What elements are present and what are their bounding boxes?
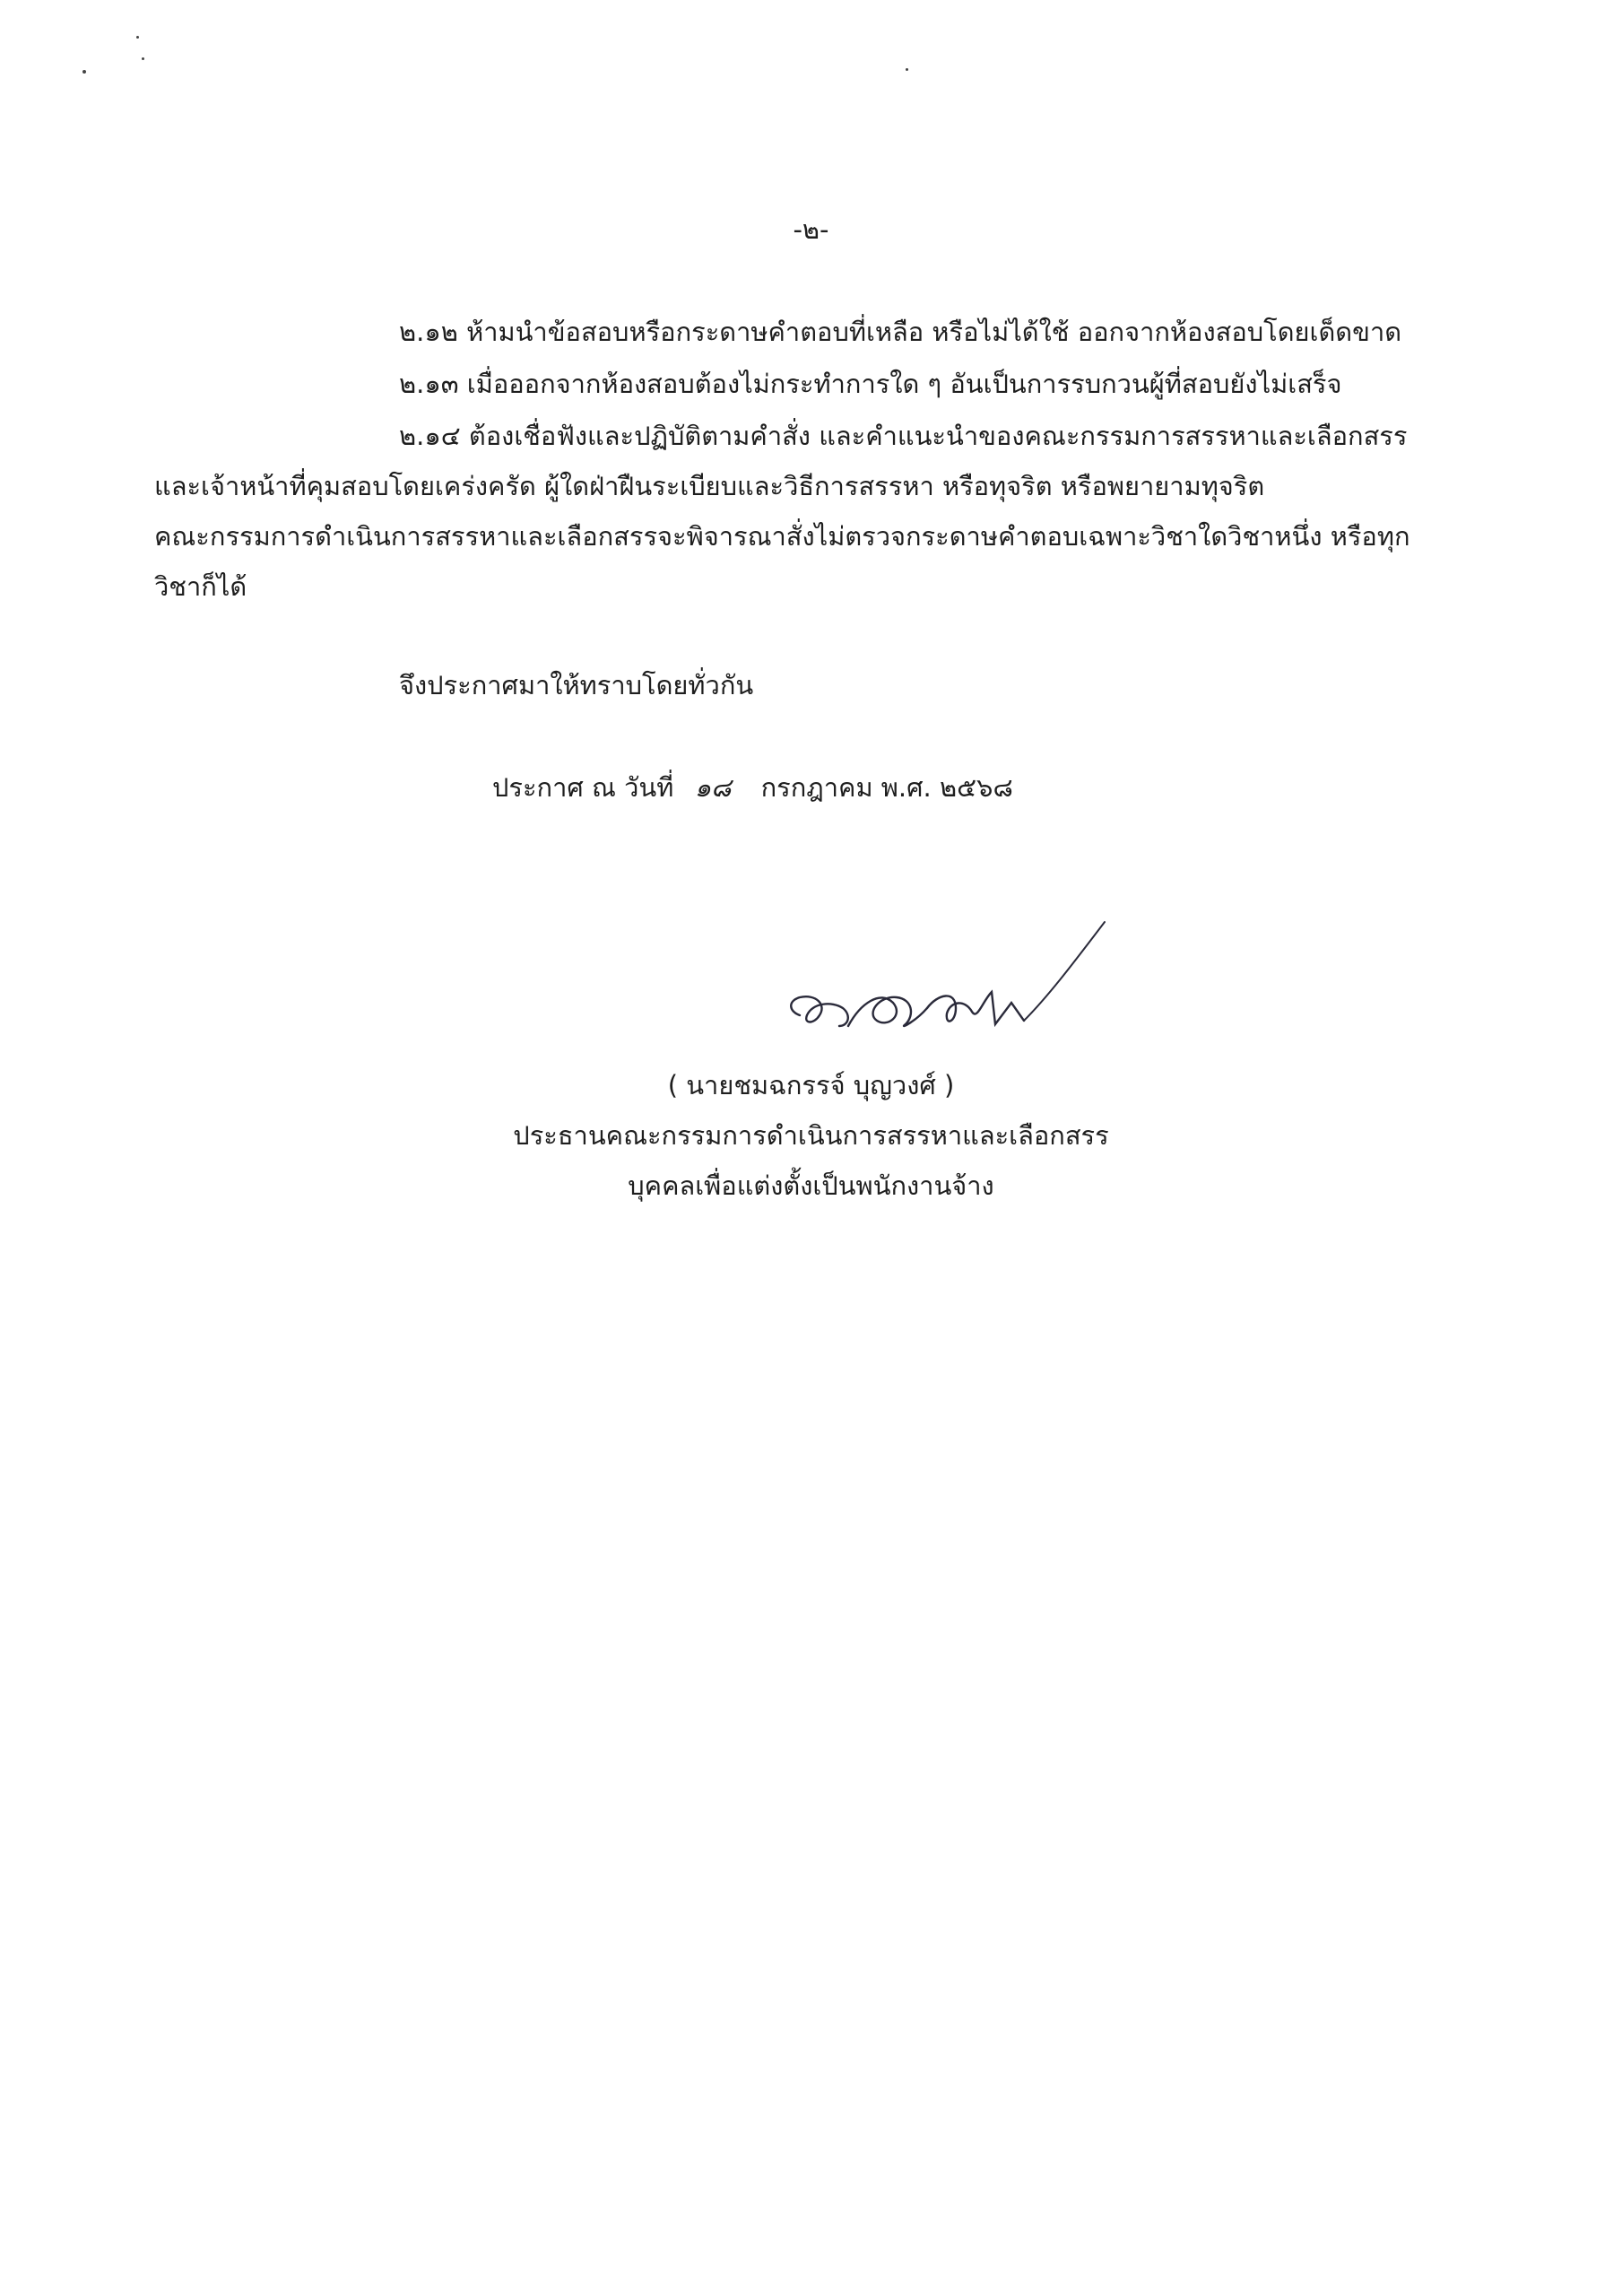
scan-speck	[82, 70, 86, 74]
signatory-title-continued: บุคคลเพื่อแต่งตั้งเป็นพนักงานจ้าง	[628, 1170, 994, 1201]
date-day: ๑๘	[694, 772, 732, 803]
rule-number: ๒.๑๔	[399, 421, 461, 451]
rule-2-12	[399, 314, 1401, 350]
closing-statement: จึงประกาศมาให้ทราบโดยทั่วกัน	[399, 670, 754, 700]
rule-number: ๒.๑๒	[399, 317, 458, 347]
rule-text: ห้ามนำข้อสอบหรือกระดาษคำตอบที่เหลือ หรือไม่ได้ใช้ ออกจากห้องสอบโดยเด็ดขาด	[466, 317, 1402, 347]
rule-number: ๒.๑๓	[399, 369, 459, 399]
rule-text: ต้องเชื่อฟังและปฏิบัติตามคำสั่ง และคำแนะนำของคณะกรรมการสรรหาและเลือกสรร	[468, 421, 1408, 451]
rule-2-14-continuation: วิชาก็ได้	[154, 571, 247, 602]
signatory-name: ( นายชมฉกรรจ์ บุญวงศ์ )	[667, 1070, 955, 1100]
scan-speck	[136, 36, 139, 39]
rule-2-14	[399, 418, 1407, 454]
page-number: -๒-	[793, 214, 829, 245]
rule-2-13	[399, 366, 1341, 402]
date-prefix: ประกาศ ณ วันที่	[492, 772, 674, 803]
rule-2-14-continuation: และเจ้าหน้าที่คุมสอบโดยเคร่งครัด ผู้ใดฝ่าฝืนระเบียบและวิธีการสรรหา หรือทุจริต หรือพยายามทุจริต	[154, 471, 1265, 501]
rule-2-14-continuation: คณะกรรมการดำเนินการสรรหาและเลือกสรรจะพิจารณาสั่งไม่ตรวจกระดาษคำตอบเฉพาะวิชาใดวิชาหนึ่ง หรือทุก	[154, 521, 1410, 552]
rule-text: เมื่อออกจากห้องสอบต้องไม่กระทำการใด ๆ อันเป็นการรบกวนผู้ที่สอบยังไม่เสร็จ	[466, 369, 1342, 399]
announcement-date	[492, 770, 1013, 805]
date-month-year: กรกฎาคม พ.ศ. ๒๕๖๘	[760, 772, 1013, 803]
handwritten-signature	[780, 915, 1139, 1058]
scan-speck	[906, 68, 908, 71]
scan-speck	[142, 57, 144, 60]
signatory-title: ประธานคณะกรรมการดำเนินการสรรหาและเลือกสรร	[513, 1120, 1109, 1151]
